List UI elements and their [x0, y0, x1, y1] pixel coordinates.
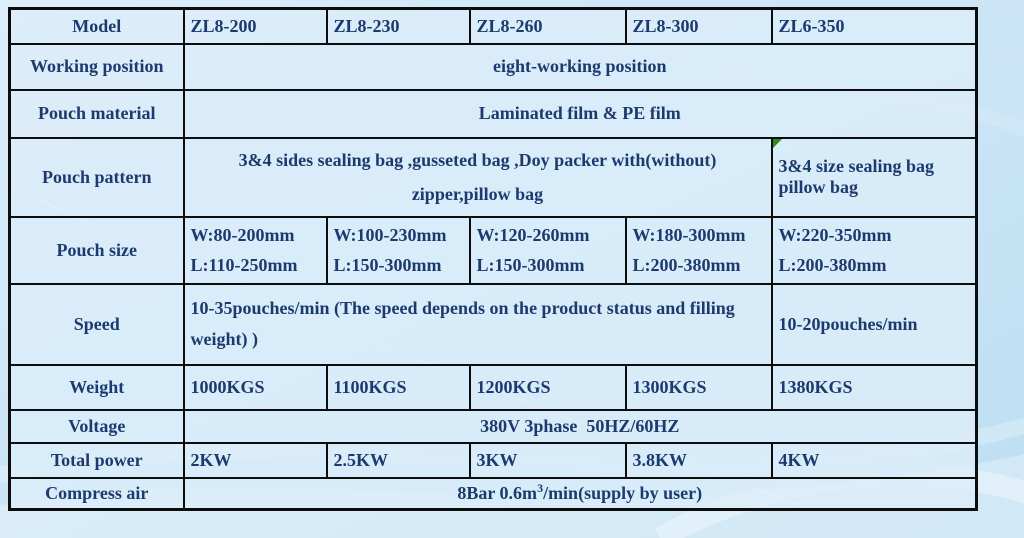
pouch-width: W:100-230mm — [333, 224, 447, 245]
speed-zl6-value: 10-20pouches/min — [772, 284, 977, 365]
compress-air-value — [184, 478, 977, 510]
pouch-material-label: Pouch material — [10, 90, 184, 138]
voltage-label: Voltage — [10, 410, 184, 443]
pouch-size-value — [626, 217, 772, 284]
compress-air-superscript: 3 — [537, 480, 544, 495]
row-model — [10, 9, 977, 44]
working-position-label: Working position — [10, 44, 184, 90]
weight-value: 1200KGS — [470, 365, 626, 410]
working-position-value: eight-working position — [184, 44, 977, 90]
voltage-value: 380V 3phase 50HZ/60HZ — [184, 410, 977, 443]
model-value: ZL8-230 — [327, 9, 470, 44]
pouch-width: W:220-350mm — [778, 224, 892, 245]
cell-comment-marker-icon — [773, 139, 782, 148]
row-pouch-pattern — [10, 138, 977, 217]
pouch-pattern-zl6-value — [772, 138, 977, 217]
pouch-width: W:120-260mm — [476, 224, 590, 245]
speed-main-value: 10-35pouches/min (The speed depends on the product status and filling weight) ) — [184, 284, 772, 365]
pouch-size-value — [327, 217, 470, 284]
pouch-width: W:80-200mm — [190, 224, 295, 245]
weight-value: 1000KGS — [184, 365, 327, 410]
weight-label: Weight — [10, 365, 184, 410]
weight-value: 1300KGS — [626, 365, 772, 410]
row-total-power — [10, 443, 977, 478]
pouch-length: L:150-300mm — [333, 255, 442, 276]
pouch-length: L:200-380mm — [632, 255, 741, 276]
weight-value: 1380KGS — [772, 365, 977, 410]
pouch-material-value: Laminated film & PE film — [184, 90, 977, 138]
total-power-value: 2KW — [184, 443, 327, 478]
row-pouch-size — [10, 217, 977, 284]
speed-label: Speed — [10, 284, 184, 365]
weight-value: 1100KGS — [327, 365, 470, 410]
model-value: ZL8-200 — [184, 9, 327, 44]
pouch-pattern-zl6-text: 3&4 size sealing bag pillow bag — [778, 156, 934, 197]
row-working-position — [10, 44, 977, 90]
total-power-label: Total power — [10, 443, 184, 478]
pouch-pattern-label: Pouch pattern — [10, 138, 184, 217]
pouch-length: L:200-380mm — [778, 255, 887, 276]
pouch-width: W:180-300mm — [632, 224, 746, 245]
row-compress-air — [10, 478, 977, 510]
model-value: ZL6-350 — [772, 9, 977, 44]
compress-air-suffix: /min(supply by user) — [543, 482, 703, 503]
compress-air-prefix: 8Bar 0.6m — [457, 482, 538, 503]
total-power-value: 4KW — [772, 443, 977, 478]
row-pouch-material — [10, 90, 977, 138]
model-value: ZL8-260 — [470, 9, 626, 44]
row-speed — [10, 284, 977, 365]
compress-air-label: Compress air — [10, 478, 184, 510]
pouch-pattern-main-value: 3&4 sides sealing bag ,gusseted bag ,Doy packer with(without) zipper,pillow bag — [184, 138, 772, 217]
pouch-size-value — [470, 217, 626, 284]
pouch-length: L:110-250mm — [190, 255, 298, 276]
total-power-value: 3.8KW — [626, 443, 772, 478]
row-weight — [10, 365, 977, 410]
pouch-size-label: Pouch size — [10, 217, 184, 284]
machine-spec-table — [8, 7, 978, 511]
model-label: Model — [10, 9, 184, 44]
pouch-size-value — [772, 217, 977, 284]
pouch-length: L:150-300mm — [476, 255, 585, 276]
total-power-value: 3KW — [470, 443, 626, 478]
row-voltage — [10, 410, 977, 443]
total-power-value: 2.5KW — [327, 443, 470, 478]
model-value: ZL8-300 — [626, 9, 772, 44]
pouch-size-value — [184, 217, 327, 284]
